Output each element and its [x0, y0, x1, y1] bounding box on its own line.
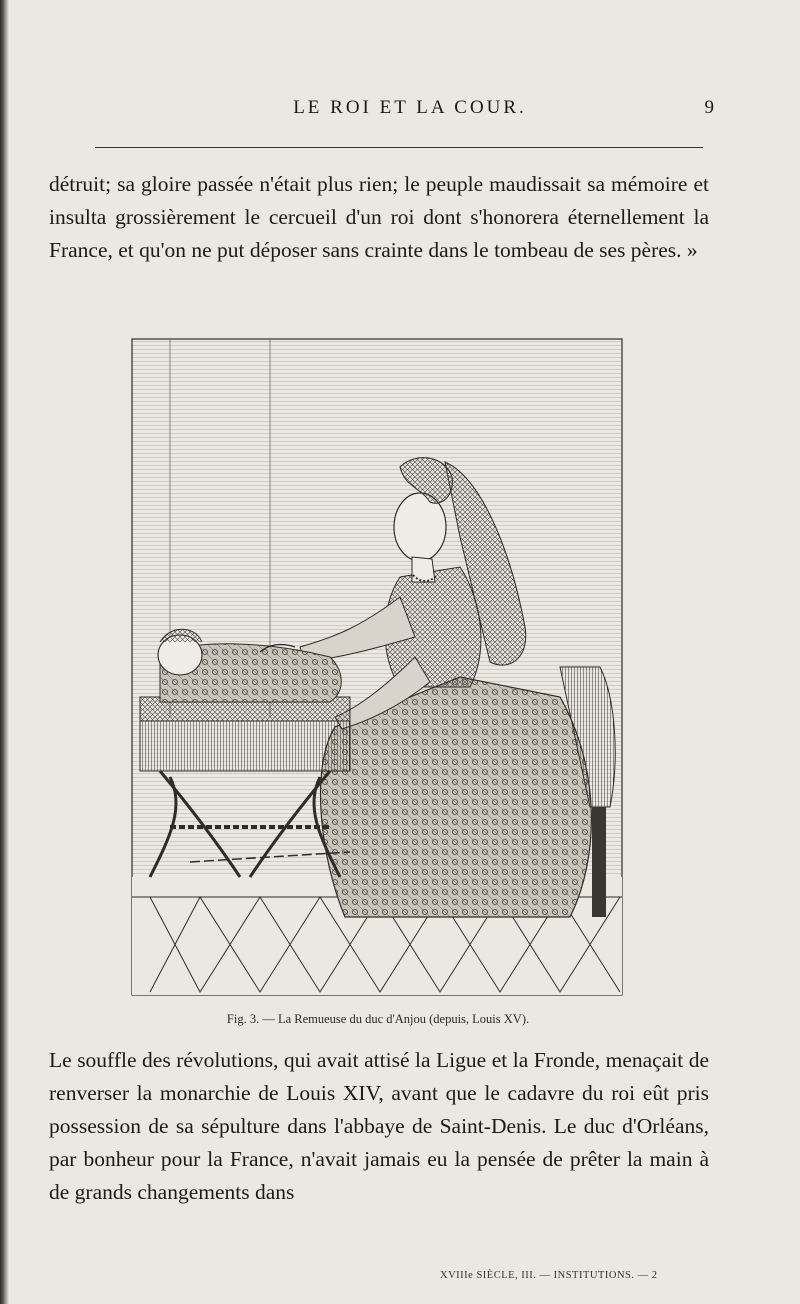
- figure-caption: Fig. 3. — La Remueuse du duc d'Anjou (depuis, Louis XV).: [226, 1012, 530, 1026]
- page-binding-edge: [0, 0, 9, 1304]
- engraving-illustration: [130, 337, 626, 1000]
- running-head-title: LE ROI ET LA COUR.: [293, 97, 527, 118]
- printer-signature: XVIIIe SIÈCLE, III. — INSTITUTIONS. — 2: [440, 1270, 658, 1281]
- paragraph-bottom: Le souffle des révolutions, qui avait attisé la Ligue et la Fronde, menaçait de renverser la monarchie de Louis XIV, avant que le cadavre du roi eût pris possession de sa sépulture dans l'abbaye de Saint-Denis. Le duc d'Orléans, par bonheur pour la France, n'avait jamais eu la pensée de prêter la main à de grands changements dans: [49, 1048, 709, 1204]
- page-number: 9: [704, 97, 714, 118]
- header-rule: [95, 147, 703, 148]
- paragraph-top: détruit; sa gloire passée n'était plus rien; le peuple maudissait sa mémoire et insulta grossièrement le cercueil d'un roi dont s'honorera éternellement la France, et qu'on ne put déposer sans crainte dans le tombeau de ses pères. »: [49, 172, 709, 262]
